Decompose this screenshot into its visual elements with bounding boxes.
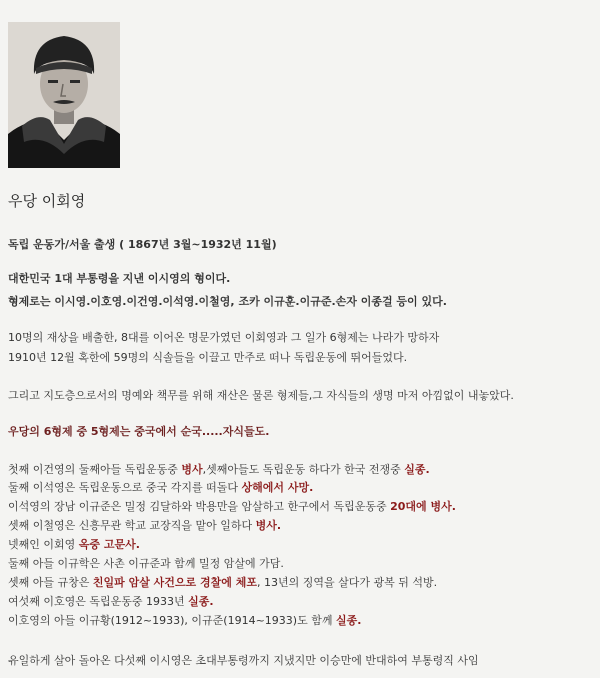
fate-7-text-a: 셋째 아들 규창은 [8, 576, 93, 589]
fate-line-7 [8, 574, 437, 590]
fate-line-1 [8, 461, 430, 477]
fate-2-text-b: 상해에서 사망. [241, 481, 314, 494]
subtitle: 독립 운동가/서울 출생 ( 1867년 3월~1932년 11월) [8, 238, 277, 251]
fate-7-text-c: , 13년의 징역을 살다가 광복 뒤 석방. [256, 576, 438, 589]
fate-5-text-a: 넷째인 이회영 [8, 538, 79, 551]
fate-3-text-a: 이석영의 장남 이규준은 밀정 김달하와 박용만을 암살하고 한구에서 독립운동중 [8, 500, 391, 513]
fate-1-text-d: 실종. [404, 463, 430, 476]
fate-9-text-a: 이호영의 아들 이규황(1912~1933), 이규준(1914~1933)도 함께 [8, 614, 336, 627]
fate-line-6: 둘째 아들 이규학은 사촌 이규준과 함께 밀정 암살에 가담. [8, 557, 284, 570]
highlight-line: 우당의 6형제 중 5형제는 중국에서 순국.....자식들도. [8, 425, 270, 438]
fate-line-5 [8, 536, 140, 552]
fate-line-4 [8, 517, 281, 533]
fate-9-text-b: 실종. [335, 614, 362, 627]
fate-line-2 [8, 479, 313, 495]
paragraph-1-line-2: 1910년 12월 혹한에 59명의 식솔들을 이끌고 만주로 떠나 독립운동에 뛰어들었다. [8, 351, 408, 364]
portrait-photo [8, 22, 120, 168]
fate-3-text-b: 20대에 병사. [390, 500, 456, 513]
fate-4-text-b: 병사. [255, 519, 282, 532]
fate-1-text-b: 병사 [181, 463, 203, 476]
fate-1-text-c: ,셋째아들도 독립운동 하다가 한국 전쟁중 [202, 463, 405, 476]
closing-line: 유일하게 살아 돌아온 다섯째 이시영은 초대부통령까지 지냈지만 이승만에 반대하여 부통령직 사임 [8, 654, 479, 667]
fate-line-9 [8, 612, 361, 628]
fate-2-text-a: 둘째 이석영은 독립운동으로 중국 각지를 떠돌다 [8, 481, 242, 494]
fate-5-text-b: 옥중 고문사. [78, 538, 140, 551]
page-title: 우당 이회영 [8, 192, 86, 210]
fate-line-3 [8, 498, 456, 514]
fate-line-8 [8, 593, 214, 609]
fate-1-text-a: 첫째 이건영의 둘째아들 독립운동중 [8, 463, 182, 476]
paragraph-2: 그리고 지도층으로서의 명예와 책무를 위해 재산은 물론 형제들,그 자식들의 생명 마저 아낌없이 내놓았다. [8, 389, 514, 402]
intro-line-1: 대한민국 1대 부통령을 지낸 이시영의 형이다. [8, 272, 231, 285]
fate-7-text-b: 친일파 암살 사건으로 경찰에 체포 [92, 576, 257, 589]
fate-8-text-a: 여섯째 이호영은 독립운동중 1933년 [8, 595, 189, 608]
fate-4-text-a: 셋째 이철영은 신흥무관 학교 교장직을 맡아 일하다 [8, 519, 256, 532]
fate-8-text-b: 실종. [188, 595, 214, 608]
paragraph-1-line-1: 10명의 재상을 배출한, 8대를 이어온 명문가였던 이회영과 그 일가 6형제는 나라가 망하자 [8, 331, 440, 344]
intro-line-2: 형제로는 이시영.이호영.이건영.이석영.이철영, 조카 이규훈.이규준.손자 이종걸 등이 있다. [8, 295, 447, 308]
